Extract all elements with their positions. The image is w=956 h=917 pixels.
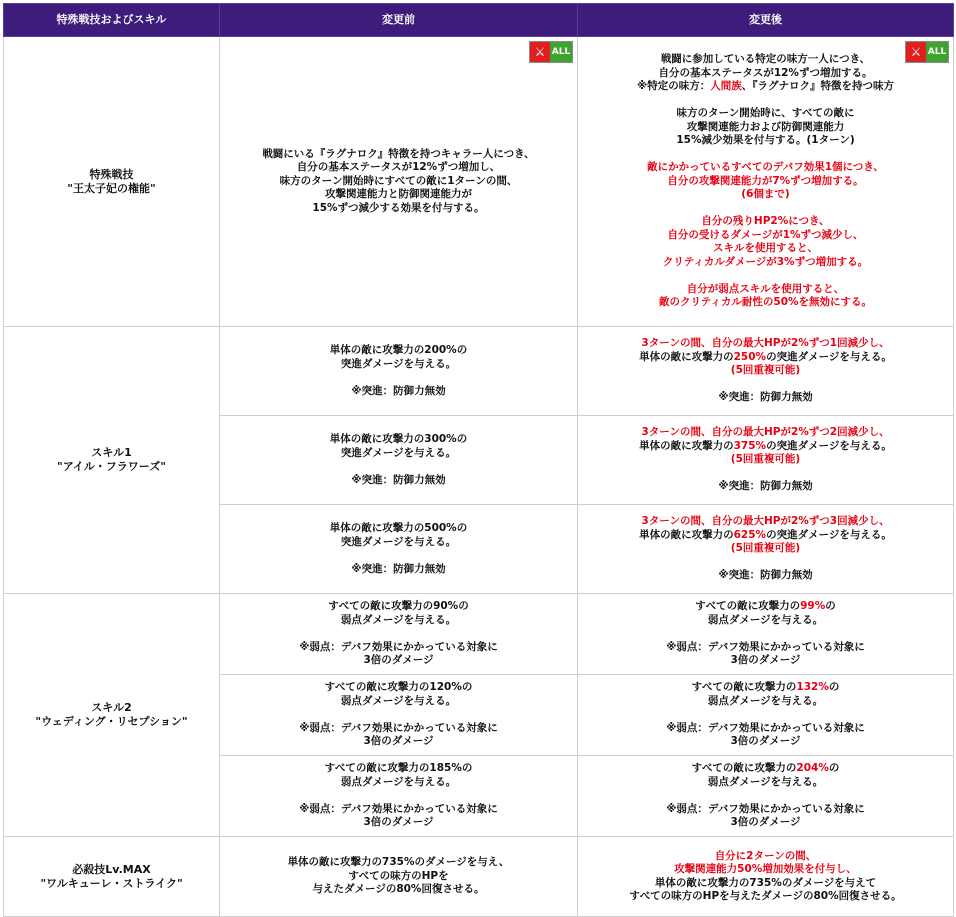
text-part: の突進ダメージを与える。 — [766, 350, 892, 363]
changed-text: 3ターンの間、自分の最大HPが2%ずつ3回減少し、 — [641, 515, 890, 528]
header-skill: 特殊戦技およびスキル — [4, 4, 220, 37]
text-line: 弱点ダメージを与える。 — [707, 613, 824, 626]
changed-text: 攻撃関連能力50%増加効果を付与し、 — [674, 863, 857, 875]
text-line: 弱点ダメージを与える。 — [340, 694, 457, 707]
note-line: ※弱点：デバフ効果にかかっている対象に — [666, 721, 865, 734]
text-line: 戦闘に参加している特定の味方一人につき、 — [660, 53, 871, 66]
skill-title: "ウェディング・リセプション" — [35, 715, 188, 728]
note-line: ※突進：防御力無効 — [351, 562, 446, 575]
changed-text: クリティカルダメージが3%ずつ増加する。 — [662, 255, 869, 268]
skill-title: "ワルキューレ・ストライク" — [40, 876, 183, 890]
changed-text: (5回重複可能) — [730, 364, 801, 377]
text-line: すべての敵に攻撃力の185%の — [324, 762, 473, 775]
after-cell — [578, 327, 954, 416]
note-line: ※弱点：デバフ効果にかかっている対象に — [299, 721, 498, 734]
before-cell — [220, 756, 578, 837]
changed-text: 自分の残りHP2%につき、 — [701, 215, 830, 228]
changed-text: (5回重複可能) — [730, 542, 801, 555]
skill-name-cell — [4, 594, 220, 837]
note-line: ※弱点：デバフ効果にかかっている対象に — [666, 802, 865, 815]
text-line: 突進ダメージを与える。 — [340, 535, 457, 548]
sword-debuff-icon: ⚔ — [906, 42, 926, 62]
text-line: すべての敵に攻撃力の120%の — [324, 681, 473, 694]
table-row — [4, 37, 954, 327]
text-line: 15%ずつ減少する効果を付与する。 — [312, 201, 485, 214]
text-part: すべての敵に攻撃力の — [691, 762, 797, 775]
text-line — [582, 600, 949, 614]
after-cell — [578, 416, 954, 505]
text-line: すべての敵に攻撃力の90%の — [328, 600, 469, 613]
text-part: の突進ダメージを与える。 — [766, 439, 892, 452]
text-line: 味方のターン開始時にすべての敵に1ターンの間、 — [279, 174, 518, 187]
changed-text: 99% — [800, 600, 826, 613]
text-line: 自分の基本ステータスが12%ずつ増加し、 — [296, 161, 501, 174]
badge-label: ALL — [550, 42, 572, 62]
text-line: すべての味方のHPを与えたダメージの80%回復させる。 — [629, 890, 902, 902]
before-cell — [220, 327, 578, 416]
badge-label: ALL — [926, 42, 948, 62]
changed-text: 自分の受けるダメージが1%ずつ減少し、 — [667, 228, 864, 241]
text-part: の — [828, 762, 840, 775]
text-line: 与えたダメージの80%回復させる。 — [312, 883, 485, 896]
changed-text: (5回重複可能) — [730, 453, 801, 466]
skill-title: "アイル・フラワーズ" — [57, 460, 166, 473]
after-cell — [578, 756, 954, 837]
text-line — [582, 351, 949, 365]
text-part: 単体の敵に攻撃力の — [639, 439, 734, 452]
skill-category: スキル2 — [91, 701, 132, 714]
skill-category: 必殺技Lv.MAX — [72, 862, 151, 876]
text-line: 弱点ダメージを与える。 — [707, 775, 824, 788]
text-line — [582, 681, 949, 695]
changed-text: 自分の攻撃関連能力が7%ずつ増加する。 — [667, 174, 864, 187]
after-cell — [578, 675, 954, 756]
changed-text: 3ターンの間、自分の最大HPが2%ずつ2回減少し、 — [641, 426, 890, 439]
text-line — [582, 762, 949, 776]
changed-text: 204% — [796, 762, 829, 775]
skill-name-cell — [4, 37, 220, 327]
note-line: ※弱点：デバフ効果にかかっている対象に — [299, 802, 498, 815]
changed-text: 自分が弱点スキルを使用すると、 — [686, 282, 845, 295]
table-row — [4, 327, 954, 416]
skill-category: 特殊戦技 — [89, 167, 134, 181]
note-line: ※突進：防御力無効 — [351, 473, 446, 486]
text-part: 単体の敵に攻撃力の — [639, 528, 734, 541]
text-part: すべての敵に攻撃力の — [691, 681, 797, 694]
text-line: 戦闘にいる『ラグナロク』特徴を持つキャラー人につき、 — [262, 147, 535, 160]
note-line: 3倍のダメージ — [363, 816, 434, 829]
note-line: 3倍のダメージ — [730, 816, 801, 829]
text-part: すべての敵に攻撃力の — [695, 600, 801, 613]
header-after: 変更後 — [578, 4, 954, 37]
before-cell — [220, 837, 578, 917]
changed-text: スキルを使用すると、 — [713, 242, 818, 255]
text-line: 単体の敵に攻撃力の200%の — [329, 344, 468, 356]
before-cell — [220, 37, 578, 327]
note-line: ※弱点：デバフ効果にかかっている対象に — [666, 640, 865, 653]
text-part: の — [825, 600, 836, 613]
before-cell — [220, 594, 578, 675]
note-line: ※突進：防御力無効 — [351, 384, 446, 397]
after-cell — [578, 505, 954, 594]
text-line: 弱点ダメージを与える。 — [340, 775, 457, 788]
header-before: 変更前 — [220, 4, 578, 37]
changed-text: 250% — [733, 350, 767, 363]
before-cell — [220, 675, 578, 756]
table-row — [4, 594, 954, 675]
text-line: 味方のターン開始時に、すべての敵に — [676, 107, 855, 120]
skill-category: スキル1 — [91, 446, 132, 459]
text-line: すべての味方のHPを — [348, 869, 449, 882]
note-line: ※弱点：デバフ効果にかかっている対象に — [299, 640, 498, 653]
text-part: の — [828, 681, 840, 694]
text-line — [582, 529, 949, 543]
all-badge — [529, 41, 573, 63]
text-line: 突進ダメージを与える。 — [340, 446, 457, 459]
text-line: 単体の敵に攻撃力の735%のダメージを与え、 — [287, 856, 510, 869]
note-line: ※突進：防御力無効 — [718, 569, 813, 582]
text-line: 弱点ダメージを与える。 — [707, 694, 824, 707]
changed-text: 自分に2ターンの間、 — [714, 849, 817, 862]
after-cell — [578, 837, 954, 917]
skill-name-cell — [4, 837, 220, 917]
after-cell — [578, 594, 954, 675]
text-part: ※特定の味方： — [637, 80, 711, 93]
text-line: 単体の敵に攻撃力の735%のダメージを与えて — [654, 876, 877, 889]
changed-text: 3ターンの間、自分の最大HPが2%ずつ1回減少し、 — [641, 337, 890, 350]
note-line: ※突進：防御力無効 — [718, 391, 813, 404]
after-cell — [578, 37, 954, 327]
table-row — [4, 837, 954, 917]
table-header-row — [4, 4, 954, 37]
before-cell — [220, 416, 578, 505]
note-line: ※突進：防御力無効 — [718, 480, 813, 493]
text-part: 単体の敵に攻撃力の — [639, 350, 734, 363]
text-line: 攻撃関連能力および防御関連能力 — [686, 120, 845, 133]
changed-text: (6個まで) — [741, 188, 790, 201]
note-line: 3倍のダメージ — [730, 735, 801, 748]
text-line: 単体の敵に攻撃力の500%の — [329, 522, 468, 534]
changed-text: 敵にかかっているすべてのデバフ効果1個につき、 — [647, 161, 884, 174]
skill-change-table — [3, 3, 954, 917]
note-line: 3倍のダメージ — [730, 654, 801, 667]
text-line: 弱点ダメージを与える。 — [340, 613, 457, 626]
changed-text: 人間族 — [710, 80, 742, 93]
sword-debuff-icon: ⚔ — [530, 42, 550, 62]
note-line: 3倍のダメージ — [363, 654, 434, 667]
skill-title: "王太子妃の権能" — [67, 181, 156, 195]
changed-text: 132% — [796, 681, 829, 694]
text-line: 攻撃関連能力と防御関連能力が — [325, 188, 472, 201]
note-line: 3倍のダメージ — [363, 735, 434, 748]
text-line: 単体の敵に攻撃力の300%の — [329, 433, 468, 445]
changed-text: 375% — [733, 439, 767, 452]
text-line — [582, 80, 949, 94]
text-part: 、『ラグナロク』特徴を持つ味方 — [741, 80, 894, 93]
changed-text: 敵のクリティカル耐性の50%を無効にする。 — [658, 296, 873, 309]
text-part: の突進ダメージを与える。 — [766, 528, 892, 541]
text-line: 自分の基本ステータスが12%ずつ増加する。 — [658, 66, 873, 79]
all-badge — [905, 41, 949, 63]
text-line: 15%減少効果を付与する。(1ターン) — [676, 134, 855, 147]
changed-text: 625% — [733, 528, 767, 541]
before-cell — [220, 505, 578, 594]
text-line — [582, 440, 949, 454]
skill-name-cell — [4, 327, 220, 594]
text-line: 突進ダメージを与える。 — [340, 357, 457, 370]
